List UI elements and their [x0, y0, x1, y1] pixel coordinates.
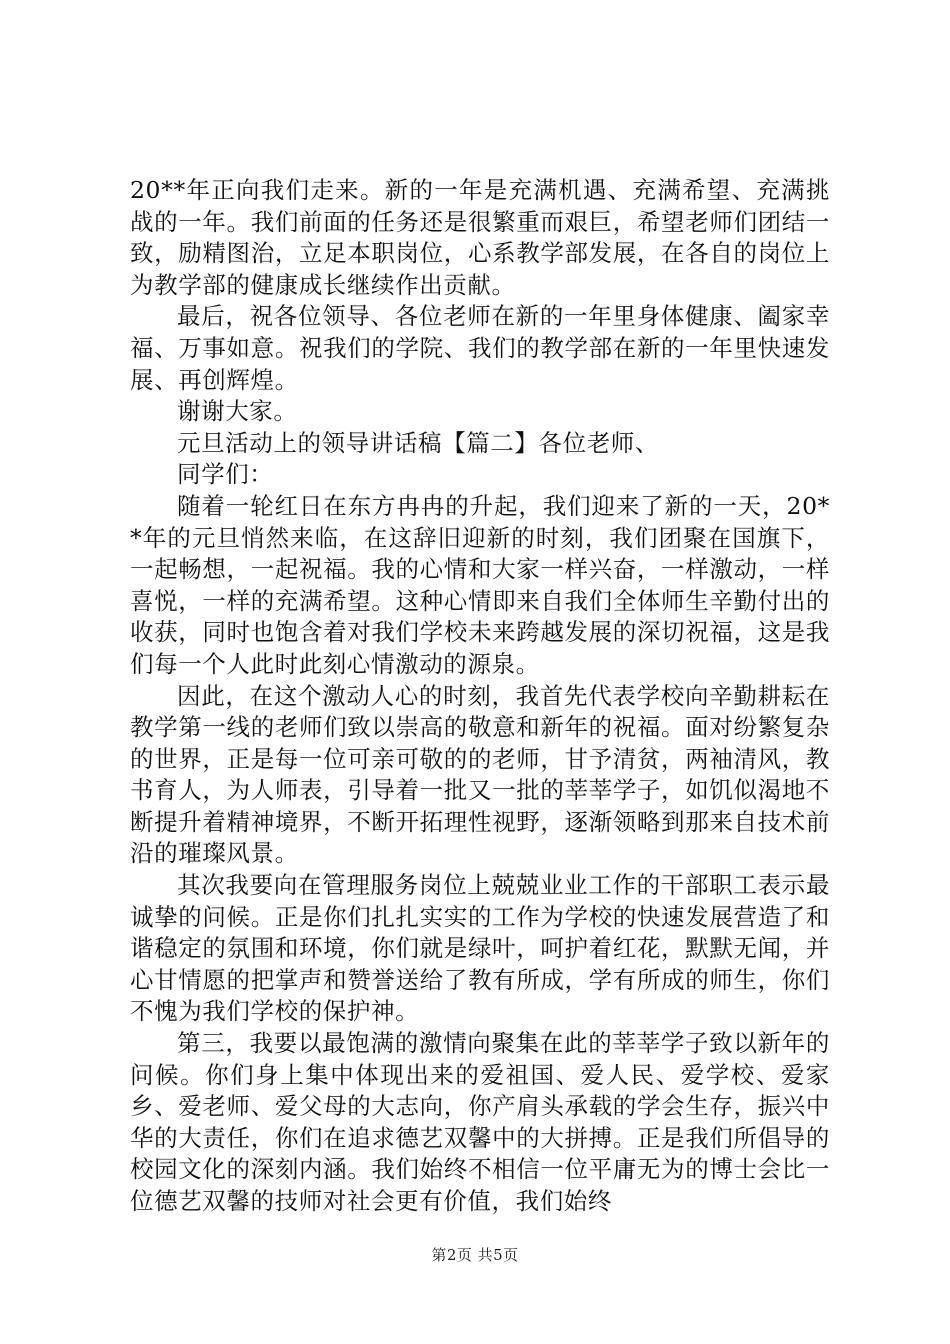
paragraph-4: 元旦活动上的领导讲话稿【篇二】各位老师、 [177, 428, 659, 457]
paragraph-3: 谢谢大家。 [177, 397, 298, 426]
paragraph-9: 第三，我要以最饱满的激情向聚集在此的莘莘学子致以新年的问候。你们身上集中体现出来的爱祖国、爱人民、爱学校、爱家乡、爱老师、爱父母的大志向，你产肩头承载的学会生存，振兴中华的大责任，你们在追求德艺双馨中的大拼搏。正是我们所倡导的校园文化的深刻内涵。我们始终不相信一位平庸无为的博士会比一位德艺双馨的技师对社会更有价值，我们始终 [130, 1029, 830, 1215]
paragraph-8: 其次我要向在管理服务岗位上兢兢业业工作的干部职工表示最诚挚的问候。正是你们扎扎实实的工作为学校的快速发展营造了和谐稳定的氛围和环境，你们就是绿叶，呵护着红花，默默无闻，并心甘情愿的把掌声和赞誉送给了教有所成，学有所成的师生，你们不愧为我们学校的保护神。 [130, 871, 830, 1026]
paragraph-6: 随着一轮红日在东方冉冉的升起，我们迎来了新的一天，20**年的元旦悄然来临，在这辞旧迎新的时刻，我们团聚在国旗下，一起畅想，一起祝福。我的心情和大家一样兴奋，一样激动，一样喜悦，一样的充满希望。这种心情即来自我们全体师生辛勤付出的收获，同时也饱含着对我们学校未来跨越发展的深切祝福，这是我们每一个人此时此刻心情激动的源泉。 [130, 491, 830, 678]
paragraph-1: 20**年正向我们走来。新的一年是充满机遇、充满希望、充满挑战的一年。我们前面的任务还是很繁重而艰巨，希望老师们团结一致，励精图治，立足本职岗位，心系教学部发展，在各自的岗位上为教学部的健康成长继续作出贡献。 [130, 176, 830, 299]
paragraph-2: 最后，祝各位领导、各位老师在新的一年里身体健康、阖家幸福、万事如意。祝我们的学院、我们的教学部在新的一年里快速发展、再创辉煌。 [130, 302, 830, 394]
document-body [130, 175, 830, 1218]
paragraph-5: 同学们： [177, 460, 274, 489]
paragraph-7: 因此，在这个激动人心的时刻，我首先代表学校向辛勤耕耘在教学第一线的老师们致以崇高的敬意和新年的祝福。面对纷繁复杂的世界，正是每一位可亲可敬的的老师，甘予清贫，两袖清风，教书育人，为人师表，引导着一批又一批的莘莘学子，如饥似渴地不断提升着精神境界，不断开拓理性视野，逐渐领略到那来自技术前沿的璀璨风景。 [130, 681, 830, 868]
page-footer: 第2页 共5页 [431, 1246, 519, 1264]
